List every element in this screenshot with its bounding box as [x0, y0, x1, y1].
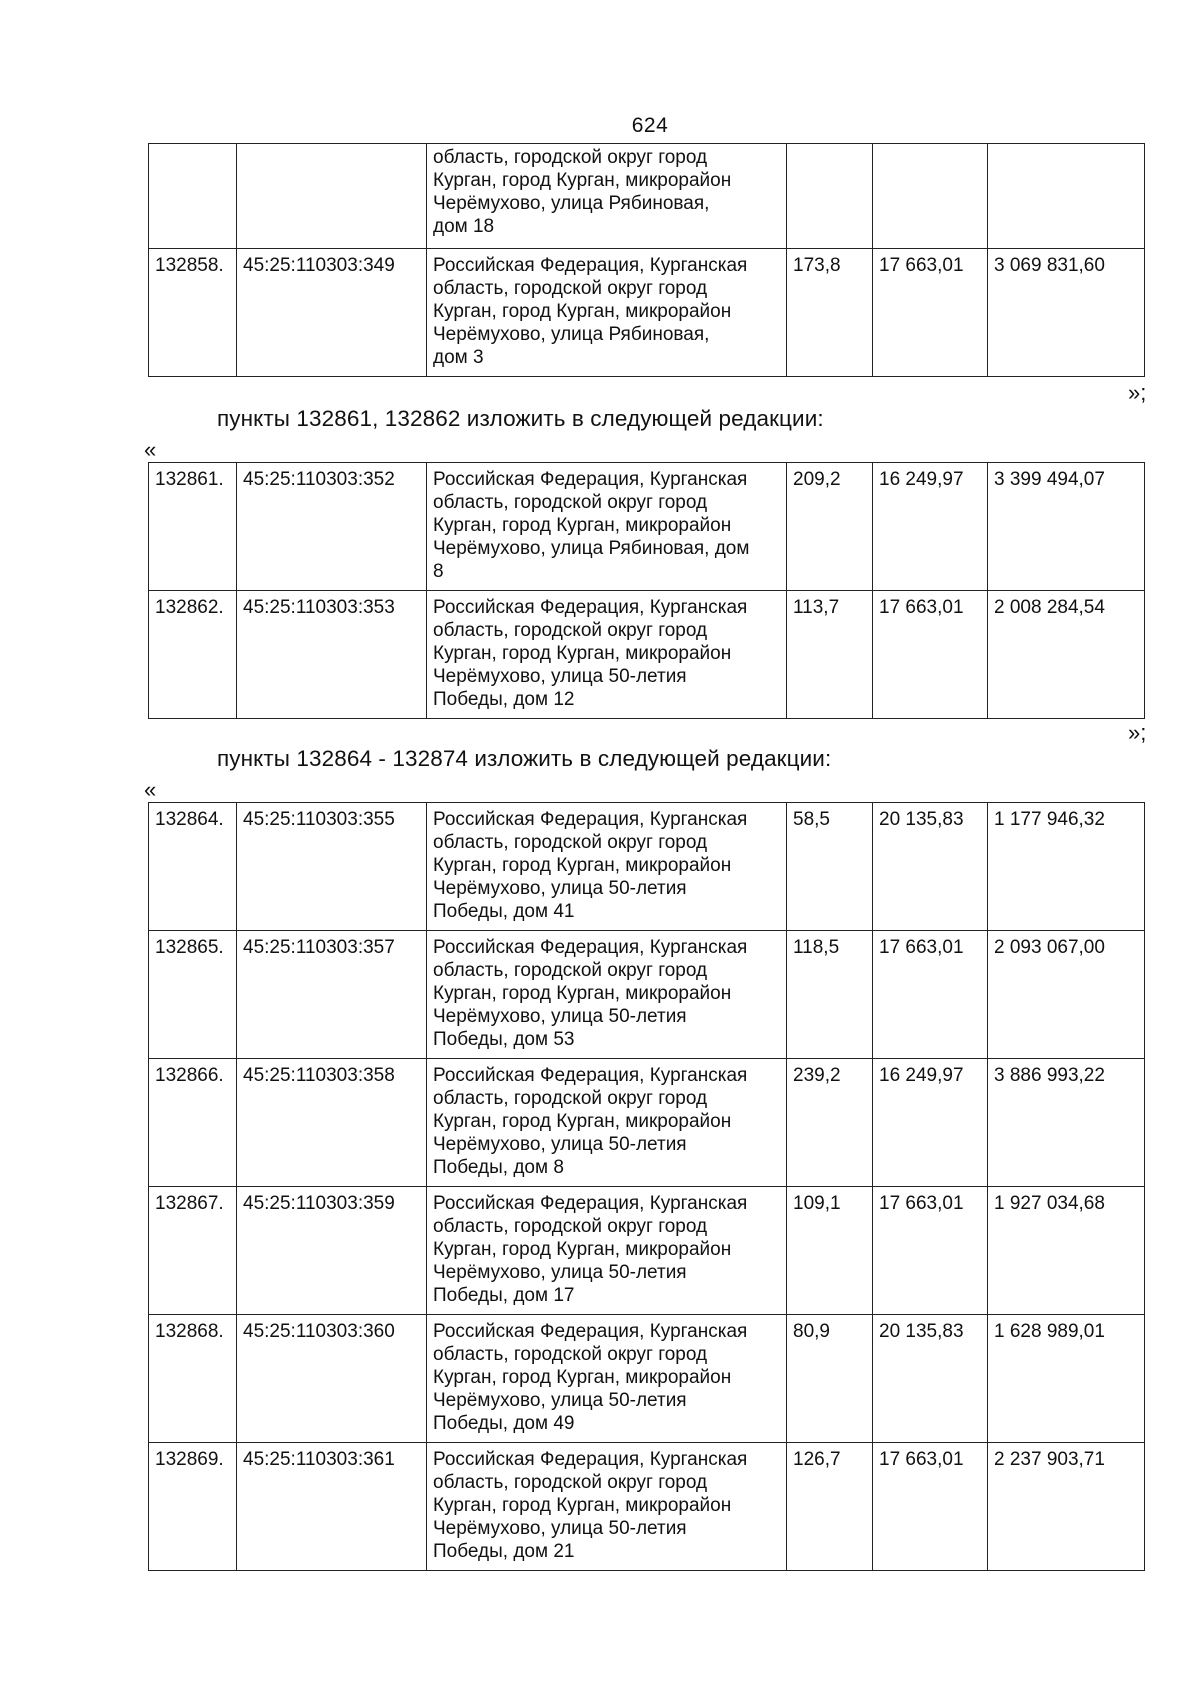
- cell-area: 80,9: [787, 1315, 873, 1443]
- cell-address: Российская Федерация, Курганская область, городской округ город Курган, город Курган, микрорайон Черёмухово, улица 50-летия Победы, дом 8: [427, 1059, 787, 1187]
- cell-address: Российская Федерация, Курганская область, городской округ город Курган, город Курган, микрорайон Черёмухово, улица 50-летия Победы, дом 21: [427, 1443, 787, 1571]
- cell-rate: 17 663,01: [873, 591, 988, 719]
- table-row: [149, 144, 1145, 249]
- cell-value: 2 093 067,00: [988, 931, 1145, 1059]
- cell-rate: [873, 144, 988, 249]
- cell-value: 2 008 284,54: [988, 591, 1145, 719]
- table-row: [149, 249, 1145, 377]
- opening-quote: «: [144, 777, 157, 802]
- table-row: [149, 803, 1145, 931]
- cell-rate: 20 135,83: [873, 1315, 988, 1443]
- cell-cadastral-number: 45:25:110303:352: [237, 463, 427, 591]
- cell-area: 126,7: [787, 1443, 873, 1571]
- cell-cadastral-number: 45:25:110303:361: [237, 1443, 427, 1571]
- cell-value: 1 927 034,68: [988, 1187, 1145, 1315]
- cell-value: 3 886 993,22: [988, 1059, 1145, 1187]
- registry-table-1: [148, 143, 1145, 377]
- cell-address: Российская Федерация, Курганская область, городской округ город Курган, город Курган, микрорайон Черёмухово, улица 50-летия Победы, дом 49: [427, 1315, 787, 1443]
- cell-value: 1 177 946,32: [988, 803, 1145, 931]
- cell-number: 132869.: [149, 1443, 237, 1571]
- opening-quote: «: [144, 437, 157, 462]
- cell-number: 132867.: [149, 1187, 237, 1315]
- cell-value: 1 628 989,01: [988, 1315, 1145, 1443]
- cell-number: [149, 144, 237, 249]
- table-row: [149, 931, 1145, 1059]
- cell-rate: 16 249,97: [873, 1059, 988, 1187]
- cell-number: 132861.: [149, 463, 237, 591]
- cell-cadastral-number: 45:25:110303:355: [237, 803, 427, 931]
- cell-area: 113,7: [787, 591, 873, 719]
- cell-address: Российская Федерация, Курганская область, городской округ город Курган, город Курган, микрорайон Черёмухово, улица 50-летия Победы, дом 41: [427, 803, 787, 931]
- cell-rate: 17 663,01: [873, 1443, 988, 1571]
- cell-number: 132865.: [149, 931, 237, 1059]
- amendment-paragraph: пункты 132861, 132862 изложить в следующей редакции:: [217, 406, 824, 431]
- cell-address: Российская Федерация, Курганская область, городской округ город Курган, город Курган, микрорайон Черёмухово, улица 50-летия Победы, дом 12: [427, 591, 787, 719]
- closing-quote: »;: [1128, 720, 1147, 745]
- cell-rate: 16 249,97: [873, 463, 988, 591]
- cell-cadastral-number: 45:25:110303:359: [237, 1187, 427, 1315]
- cell-number: 132862.: [149, 591, 237, 719]
- cell-area: 118,5: [787, 931, 873, 1059]
- registry-table-2: [148, 462, 1145, 719]
- cell-address: Российская Федерация, Курганская область, городской округ город Курган, город Курган, микрорайон Черёмухово, улица Рябиновая, дом 3: [427, 249, 787, 377]
- cell-area: 173,8: [787, 249, 873, 377]
- cell-rate: 20 135,83: [873, 803, 988, 931]
- registry-table-3: [148, 802, 1145, 1571]
- cell-cadastral-number: 45:25:110303:360: [237, 1315, 427, 1443]
- cell-number: 132868.: [149, 1315, 237, 1443]
- cell-area: 109,1: [787, 1187, 873, 1315]
- cell-value: 2 237 903,71: [988, 1443, 1145, 1571]
- table-row: [149, 1059, 1145, 1187]
- cell-rate: 17 663,01: [873, 1187, 988, 1315]
- cell-area: [787, 144, 873, 249]
- table-row: [149, 463, 1145, 591]
- cell-address: Российская Федерация, Курганская область, городской округ город Курган, город Курган, микрорайон Черёмухово, улица Рябиновая, дом 8: [427, 463, 787, 591]
- amendment-paragraph: пункты 132864 - 132874 изложить в следующей редакции:: [217, 746, 832, 771]
- cell-rate: 17 663,01: [873, 249, 988, 377]
- cell-cadastral-number: 45:25:110303:353: [237, 591, 427, 719]
- table-row: [149, 1315, 1145, 1443]
- cell-cadastral-number: [237, 144, 427, 249]
- cell-area: 209,2: [787, 463, 873, 591]
- cell-value: 3 399 494,07: [988, 463, 1145, 591]
- cell-cadastral-number: 45:25:110303:357: [237, 931, 427, 1059]
- table-row: [149, 1187, 1145, 1315]
- closing-quote: »;: [1128, 380, 1147, 405]
- table-row: [149, 1443, 1145, 1571]
- table-row: [149, 591, 1145, 719]
- cell-number: 132858.: [149, 249, 237, 377]
- cell-number: 132864.: [149, 803, 237, 931]
- cell-value: [988, 144, 1145, 249]
- cell-address: Российская Федерация, Курганская область, городской округ город Курган, город Курган, микрорайон Черёмухово, улица 50-летия Победы, дом 53: [427, 931, 787, 1059]
- cell-address: область, городской округ город Курган, город Курган, микрорайон Черёмухово, улица Рябиновая, дом 18: [427, 144, 787, 249]
- page-number: 624: [631, 114, 669, 137]
- cell-rate: 17 663,01: [873, 931, 988, 1059]
- cell-number: 132866.: [149, 1059, 237, 1187]
- cell-cadastral-number: 45:25:110303:358: [237, 1059, 427, 1187]
- cell-cadastral-number: 45:25:110303:349: [237, 249, 427, 377]
- cell-address: Российская Федерация, Курганская область, городской округ город Курган, город Курган, микрорайон Черёмухово, улица 50-летия Победы, дом 17: [427, 1187, 787, 1315]
- cell-value: 3 069 831,60: [988, 249, 1145, 377]
- cell-area: 58,5: [787, 803, 873, 931]
- cell-area: 239,2: [787, 1059, 873, 1187]
